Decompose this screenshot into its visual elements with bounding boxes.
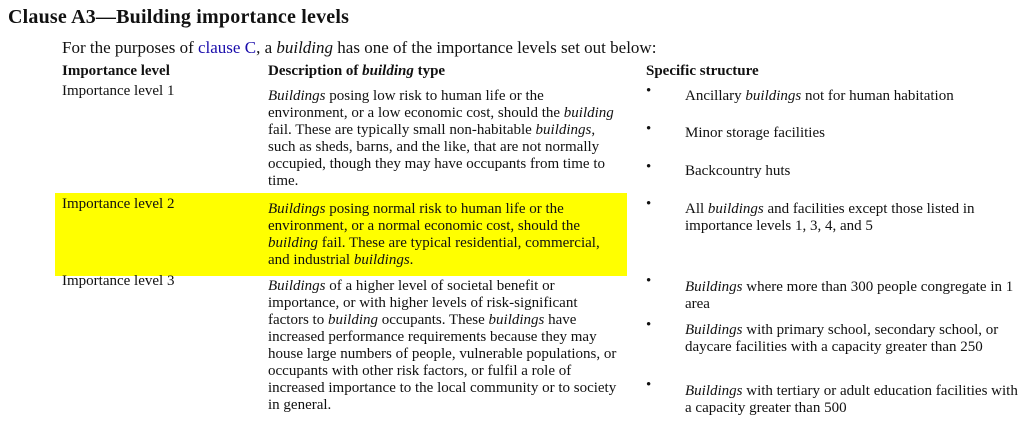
header-specific-structure: Specific structure [646,63,759,79]
spec-level-1-item-3: Backcountry huts [685,163,791,179]
description-level-1: Buildings posing low risk to human life or the environment, or a low economic cost, should the building fail. These are typically small non-habitable buildings, such as sheds, barns, and the like, that are not normally occupied, though they may have occupants from time to time. [268,88,614,189]
bullet: • [646,273,652,289]
importance-level-3: Importance level 3 [62,273,175,289]
clause-title: Clause A3—Building importance levels [8,6,350,28]
spec-level-3-item-1: Buildings where more than 300 people congregate in 1 area [685,279,1014,312]
spec-level-3-item-3: Buildings with tertiary or adult education facilities with a capacity greater than 500 [685,383,1018,416]
spec-level-2-item-1: All buildings and facilities except those listed in importance levels 1, 3, 4, and 5 [685,201,975,234]
spec-level-1-item-2: Minor storage facilities [685,125,825,141]
clause-c-link[interactable]: clause C [197,38,257,57]
bullet: • [646,121,652,137]
header-description: Description of building type [268,63,446,79]
header-importance-level: Importance level [62,63,170,79]
importance-level-1: Importance level 1 [62,83,175,99]
description-level-3: Buildings of a higher level of societal benefit or importance, or with higher levels of risk-significant factors to building occupants. These buildings have increased performance requirements because they may house large numbers of people, vulnerable populations, or occupants with other risk factors, or fulfil a role of increased importance to the local community or to society in general. [268,278,617,413]
spec-level-1-item-1: Ancillary buildings not for human habitation [685,88,954,104]
bullet: • [646,83,652,99]
intro-text: For the purposes of clause C, a building has one of the importance levels set out below: [62,38,657,57]
importance-level-2: Importance level 2 [62,196,175,212]
spec-level-3-item-2: Buildings with primary school, secondary school, or daycare facilities with a capacity greater than 250 [685,322,999,355]
bullet: • [646,196,652,212]
bullet: • [646,377,652,393]
description-level-2: Buildings posing normal risk to human life or the environment, or a normal economic cost, should the building fail. These are typical residential, commercial, and industrial buildings. [268,201,600,268]
bullet: • [646,317,652,333]
bullet: • [646,159,652,175]
